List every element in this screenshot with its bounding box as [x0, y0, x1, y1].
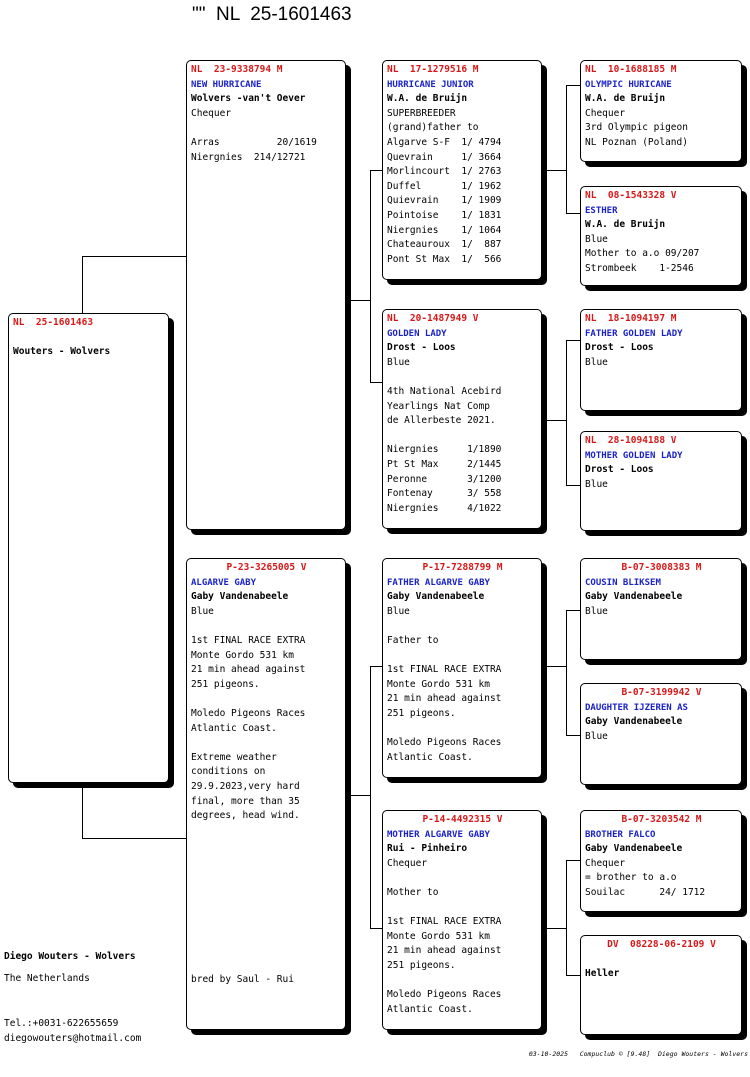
connector: [566, 610, 580, 611]
note-line: [387, 722, 538, 737]
print-credit: 03-10-2025 Compuclub © [9.48] Diego Wouters - Wolvers: [528, 1050, 748, 1058]
connector: [566, 85, 580, 86]
spacer: [585, 953, 738, 968]
note-line: 21 min ahead against: [387, 945, 502, 957]
note-line: Chateauroux 1/ 887: [387, 239, 502, 251]
pigeon-name: MOTHER GOLDEN LADY: [585, 450, 683, 461]
pigeon-name: ALGARVE GABY: [191, 577, 257, 588]
dam-dam-sire-card[interactable]: [580, 810, 742, 912]
connector: [541, 666, 566, 667]
breeder-country: The Netherlands: [4, 973, 90, 984]
note-line: Quevrain 1/ 3664: [387, 151, 502, 163]
owner: Wolvers -van't Oever: [191, 93, 306, 105]
owner: Gaby Vandenabeele: [387, 591, 485, 603]
owner: Drost - Loos: [387, 342, 456, 354]
note-line: conditions on: [191, 766, 266, 778]
ring-number: NL 18-1094197 M: [585, 313, 677, 324]
ring-number: NL 23-9338794 M: [191, 64, 283, 75]
sire-card[interactable]: [186, 60, 346, 530]
note-line: NL Poznan (Poland): [585, 136, 688, 148]
note-line: [387, 619, 538, 634]
note-line: Pt St Max 2/1445: [387, 458, 502, 470]
connector: [566, 485, 580, 486]
ring-number: B-07-3203542 M: [621, 814, 702, 825]
note-line: Atlantic Coast.: [387, 751, 473, 763]
connector: [541, 928, 566, 929]
pigeon-name: BROTHER FALCO: [585, 829, 656, 840]
note-line: [387, 871, 538, 886]
connector: [370, 170, 371, 382]
owner: Gaby Vandenabeele: [585, 591, 683, 603]
note-line: SUPERBREEDER: [387, 107, 456, 119]
note-line: Father to: [387, 634, 439, 646]
connector: [566, 340, 580, 341]
connector: [566, 975, 580, 976]
note-line: Niergnies 214/12721: [191, 151, 306, 163]
note-line: Pointoise 1/ 1831: [387, 209, 502, 221]
color: Blue: [585, 233, 608, 245]
owner: Gaby Vandenabeele: [585, 843, 683, 855]
note-line: Niergnies 4/1022: [387, 502, 502, 514]
color: Blue: [387, 605, 410, 617]
owner: Gaby Vandenabeele: [191, 591, 289, 603]
connector: [82, 782, 83, 838]
note-line: Quievrain 1/ 1909: [387, 195, 502, 207]
color: Blue: [585, 730, 608, 742]
note-line: [191, 736, 342, 751]
note-line: 4th National Acebird: [387, 385, 502, 397]
pigeon-name: FATHER ALGARVE GABY: [387, 577, 490, 588]
note-line: 29.9.2023,very hard: [191, 780, 300, 792]
spacer: [13, 331, 165, 346]
connector: [370, 382, 382, 383]
connector: [370, 666, 371, 928]
note-line: Fontenay 3/ 558: [387, 488, 502, 500]
note-line: [191, 619, 342, 634]
pedigree-title: "" NL 25-1601463: [192, 4, 352, 25]
note-line: Moledo Pigeons Races: [387, 989, 502, 1001]
note-line: Monte Gordo 531 km: [191, 649, 294, 661]
dam-dam-dam-card[interactable]: [580, 935, 742, 1035]
note-line: [387, 901, 538, 916]
connector: [566, 860, 580, 861]
pigeon-name: GOLDEN LADY: [387, 328, 447, 339]
owner: Gaby Vandenabeele: [585, 716, 683, 728]
note-line: 1st FINAL RACE EXTRA: [387, 916, 502, 928]
note-line: Extreme weather: [191, 751, 277, 763]
color: Blue: [387, 356, 410, 368]
color: Chequer: [191, 107, 232, 119]
note-line: Duffel 1/ 1962: [387, 180, 502, 192]
color: Blue: [191, 605, 214, 617]
note-line: Yearlings Nat Comp: [387, 400, 490, 412]
pigeon-name: ESTHER: [585, 205, 618, 216]
note-line: = brother to a.o: [585, 872, 677, 884]
color: Blue: [585, 356, 608, 368]
note-line: (grand)father to: [387, 122, 479, 134]
connector: [566, 860, 567, 975]
note-line: Morlincourt 1/ 2763: [387, 166, 502, 178]
sire-sire-card[interactable]: [382, 60, 542, 280]
note-line: Arras 20/1619: [191, 136, 317, 148]
connector: [370, 170, 382, 171]
sire-sire-dam-card[interactable]: [580, 186, 742, 286]
ring-number: NL 28-1094188 V: [585, 435, 677, 446]
note-line: 251 pigeons.: [191, 678, 260, 690]
note-line: Mother to a.o 09/207: [585, 248, 700, 260]
owner: Drost - Loos: [585, 342, 654, 354]
note-line: Algarve S-F 1/ 4794: [387, 136, 502, 148]
breeder-phone: Tel.:+0031-622655659: [4, 1018, 119, 1029]
note-line: 1st FINAL RACE EXTRA: [387, 664, 502, 676]
pigeon-name: FATHER GOLDEN LADY: [585, 328, 683, 339]
note-line: de Allerbeste 2021.: [387, 415, 496, 427]
dam-card[interactable]: [186, 558, 346, 1030]
note-line: Moledo Pigeons Races: [387, 737, 502, 749]
color: Chequer: [585, 107, 626, 119]
color: Chequer: [387, 857, 428, 869]
note-line: 21 min ahead against: [191, 664, 306, 676]
connector: [541, 170, 566, 171]
note-line: Monte Gordo 531 km: [387, 678, 490, 690]
connector: [370, 666, 382, 667]
ring-number: P-17-7288799 M: [422, 562, 503, 573]
pigeon-name: HURRICANE JUNIOR: [387, 79, 474, 90]
dam-sire-sire-card[interactable]: [580, 558, 742, 660]
connector: [370, 928, 382, 929]
note-line: Strombeek 1-2546: [585, 262, 694, 274]
note-line: Souilac 24/ 1712: [585, 886, 706, 898]
pigeon-name: COUSIN BLIKSEM: [585, 577, 661, 588]
ring-number: NL 08-1543328 V: [585, 190, 677, 201]
pigeon-name: MOTHER ALGARVE GABY: [387, 829, 490, 840]
note-line: 1st FINAL RACE EXTRA: [191, 634, 306, 646]
owner: W.A. de Bruijn: [585, 219, 666, 231]
note-line: final, more than 35: [191, 795, 300, 807]
note-line: [191, 692, 342, 707]
breeder-email: diegowouters@hotmail.com: [4, 1033, 142, 1044]
note-line: 251 pigeons.: [387, 707, 456, 719]
note-line: Atlantic Coast.: [191, 722, 277, 734]
bred-by: bred by Saul - Rui: [191, 974, 294, 985]
dam-dam-card[interactable]: [382, 810, 542, 1030]
note-line: Mother to: [387, 886, 439, 898]
pigeon-name: DAUGHTER IJZEREN AS: [585, 702, 688, 713]
ring-number: NL 20-1487949 V: [387, 313, 479, 324]
note-line: 251 pigeons.: [387, 959, 456, 971]
connector: [82, 256, 83, 315]
connector: [82, 256, 186, 257]
owner: W.A. de Bruijn: [585, 93, 666, 105]
breeder-name: Diego Wouters - Wolvers: [4, 951, 136, 962]
note-line: Niergnies 1/ 1064: [387, 224, 502, 236]
ring-number: NL 17-1279516 M: [387, 64, 479, 75]
note-line: [387, 649, 538, 664]
note-line: Peronne 3/1200: [387, 473, 502, 485]
owner: Heller: [585, 968, 620, 980]
note-line: Monte Gordo 531 km: [387, 930, 490, 942]
sire-sire-sire-card[interactable]: [580, 60, 742, 162]
connector: [566, 340, 567, 485]
owner: W.A. de Bruijn: [387, 93, 468, 105]
note-line: degrees, head wind.: [191, 810, 300, 822]
owner: Drost - Loos: [585, 464, 654, 476]
connector: [345, 300, 370, 301]
color: Blue: [585, 605, 608, 617]
owner: Rui - Pinheiro: [387, 843, 468, 855]
color: Blue: [585, 478, 608, 490]
note-line: 21 min ahead against: [387, 693, 502, 705]
connector: [82, 838, 186, 839]
connector: [566, 85, 567, 213]
note-line: Moledo Pigeons Races: [191, 707, 306, 719]
ring-number: B-07-3199942 V: [621, 687, 702, 698]
note-line: [387, 429, 538, 444]
connector: [566, 735, 580, 736]
sire-dam-sire-card[interactable]: [580, 309, 742, 411]
dam-sire-card[interactable]: [382, 558, 542, 778]
ring-number: P-14-4492315 V: [422, 814, 503, 825]
dam-sire-dam-card[interactable]: [580, 683, 742, 785]
sire-dam-card[interactable]: [382, 309, 542, 529]
ring-number: NL 10-1688185 M: [585, 64, 677, 75]
note-line: Atlantic Coast.: [387, 1003, 473, 1015]
ring-number: P-23-3265005 V: [226, 562, 307, 573]
connector: [566, 610, 567, 735]
sire-dam-dam-card[interactable]: [580, 431, 742, 531]
color: Chequer: [585, 857, 626, 869]
note-line: 3rd Olympic pigeon: [585, 122, 688, 134]
ring-number: NL 25-1601463: [13, 317, 94, 328]
pigeon-name: OLYMPIC HURICANE: [585, 79, 672, 90]
note-line: Niergnies 1/1890: [387, 444, 502, 456]
note-line: [191, 121, 342, 136]
subject-card[interactable]: [8, 313, 169, 783]
connector: [541, 420, 566, 421]
owner: Wouters - Wolvers: [13, 346, 111, 358]
ring-number: DV 08228-06-2109 V: [607, 939, 716, 950]
note-line: Pont St Max 1/ 566: [387, 253, 502, 265]
note-line: [387, 370, 538, 385]
ring-number: B-07-3008383 M: [621, 562, 702, 573]
pigeon-name: NEW HURRICANE: [191, 79, 262, 90]
connector: [566, 213, 580, 214]
connector: [345, 795, 370, 796]
note-line: [387, 974, 538, 989]
